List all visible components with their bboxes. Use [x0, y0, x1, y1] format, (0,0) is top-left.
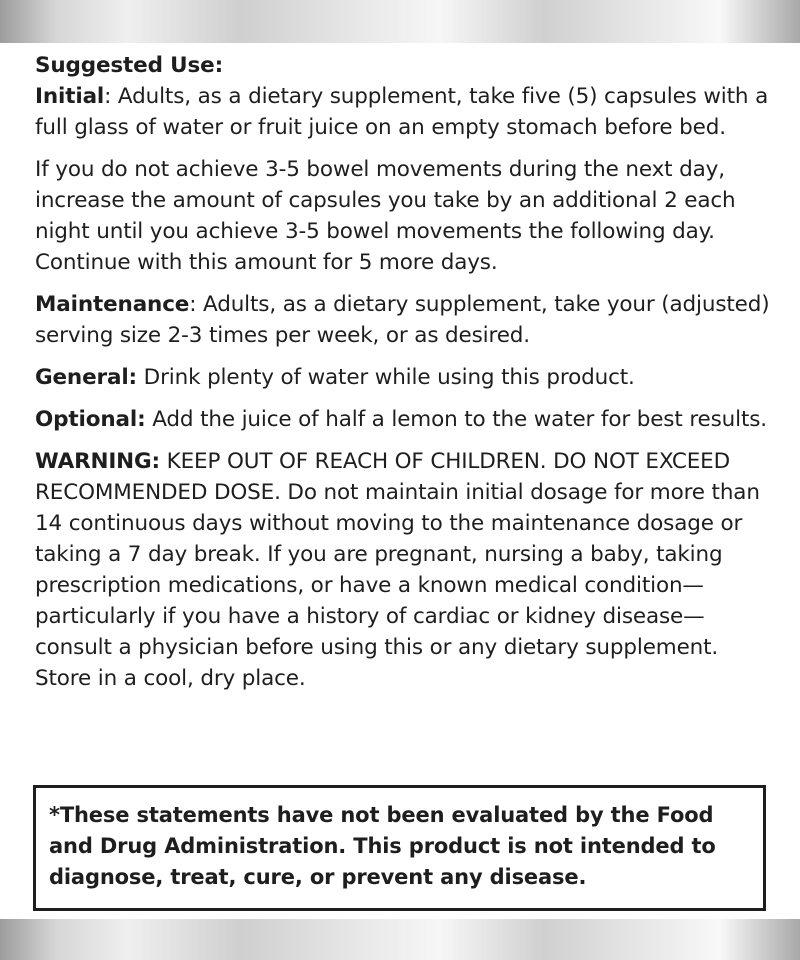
optional-label: Optional: — [35, 407, 146, 432]
adjustment-paragraph: If you do not achieve 3-5 bowel movements during the next day, increase the amount of capsules you take by an additional 2 each night until you achieve 3-5 bowel movements the following day. Continue with this amount for 5 more days. — [35, 157, 736, 275]
initial-label: Initial — [35, 84, 105, 109]
warning-text: KEEP OUT OF REACH OF CHILDREN. DO NOT EXCEED RECOMMENDED DOSE. Do not maintain initial dosage for more than 14 continuous days without moving to the maintenance dosage or taking a 7 day break. If you are pregnant, nursing a baby, taking prescription medications, or have a known medical condition—particularly if you have a history of cardiac or kidney disease—consult a physician before using this or any dietary supplement. Store in a cool, dry place. — [35, 449, 760, 691]
suggested-use-heading: Suggested Use: — [35, 53, 224, 78]
warning-paragraph — [35, 446, 775, 694]
top-metallic-band — [0, 0, 800, 43]
maintenance-label: Maintenance — [35, 292, 190, 317]
general-text: Drink plenty of water while using this product. — [137, 365, 635, 390]
maintenance-paragraph — [35, 289, 775, 351]
optional-text: Add the juice of half a lemon to the water for best results. — [145, 407, 767, 432]
initial-text: : Adults, as a dietary supplement, take five (5) capsules with a full glass of water or fruit juice on an empty stomach before bed. — [35, 84, 769, 140]
general-paragraph — [35, 362, 775, 393]
initial-paragraph — [35, 81, 775, 143]
label-content — [35, 50, 775, 705]
bottom-metallic-band — [0, 919, 800, 960]
optional-paragraph — [35, 404, 775, 435]
fda-disclaimer-box: *These statements have not been evaluated by the Food and Drug Administration. This product is not intended to diagnose, treat, cure, or prevent any disease. — [33, 785, 766, 911]
general-label: General: — [35, 365, 137, 390]
warning-label: WARNING: — [35, 449, 160, 474]
maintenance-text: : Adults, as a dietary supplement, take your (adjusted) serving size 2-3 times per week, or as desired. — [35, 292, 770, 348]
